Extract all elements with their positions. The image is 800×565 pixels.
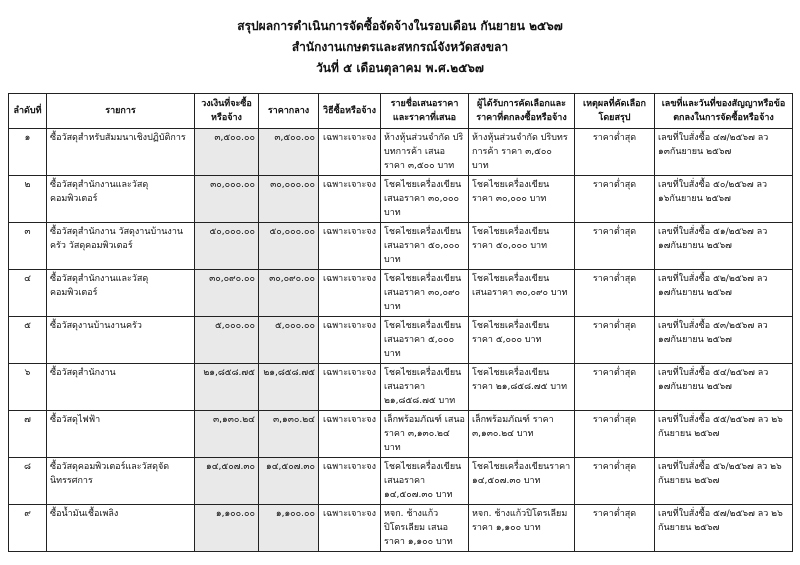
cell-bidders: โชคไชยเครื่องเขียน เสนอราคา ๓๐,๐๙๐ บาท (381, 270, 469, 317)
cell-method: เฉพาะเจาะจง (319, 176, 381, 223)
cell-item: ซื้อวัสดุสำนักงานและวัสดุคอมพิวเตอร์ (47, 270, 195, 317)
cell-contract: เลขที่ใบสั่งซื้อ ๕๒/๒๕๖๗ ลว ๑๗กันยายน ๒๕๖๗ (655, 270, 793, 317)
cell-method: เฉพาะเจาะจง (319, 223, 381, 270)
cell-median: ๓,๑๓๐.๒๔ (259, 411, 319, 458)
table-row (9, 317, 793, 364)
cell-budget: ๓,๕๐๐.๐๐ (195, 129, 259, 176)
cell-winner: ห้างหุ้นส่วนจำกัด ปริบทรการค้า ราคา ๓,๕๐๐ บาท (469, 129, 575, 176)
cell-winner: เล็กพร้อมภัณฑ์ ราคา ๓,๑๓๐.๒๔ บาท (469, 411, 575, 458)
cell-reason: ราคาต่ำสุด (575, 317, 655, 364)
cell-winner: โชคไชยเครื่องเขียน ราคา ๒๑,๘๕๘.๗๕ บาท (469, 364, 575, 411)
cell-bidders: หจก. ช้างแก้วปิโตรเลียม เสนอราคา ๑,๑๐๐ บาท (381, 505, 469, 552)
cell-median: ๓๐,๐๐๐.๐๐ (259, 176, 319, 223)
cell-median: ๑๔,๕๐๗.๓๐ (259, 458, 319, 505)
cell-budget: ๕,๐๐๐.๐๐ (195, 317, 259, 364)
cell-reason: ราคาต่ำสุด (575, 270, 655, 317)
cell-no: ๓ (9, 223, 47, 270)
cell-no: ๑ (9, 129, 47, 176)
col-header-method: วิธีซื้อหรือจ้าง (319, 94, 381, 129)
cell-bidders: เล็กพร้อมภัณฑ์ เสนอราคา ๓,๑๓๐.๒๔ บาท (381, 411, 469, 458)
cell-no: ๗ (9, 411, 47, 458)
cell-contract: เลขที่ใบสั่งซื้อ ๕๖/๒๕๖๗ ลว ๒๖ กันยายน ๒๕๖๗ (655, 458, 793, 505)
cell-item: ซื้อวัสดุคอมพิวเตอร์และวัสดุจัดนิทรรศการ (47, 458, 195, 505)
cell-no: ๒ (9, 176, 47, 223)
col-header-bidders: รายชื่อเสนอราคาและราคาที่เสนอ (381, 94, 469, 129)
table-row (9, 176, 793, 223)
cell-method: เฉพาะเจาะจง (319, 129, 381, 176)
report-title: สรุปผลการดำเนินการจัดซื้อจัดจ้างในรอบเดือน กันยายน ๒๕๖๗ (237, 19, 563, 33)
cell-bidders: โชคไชยเครื่องเขียน เสนอราคา ๑๔,๕๐๗.๓๐ บาท (381, 458, 469, 505)
cell-method: เฉพาะเจาะจง (319, 270, 381, 317)
cell-item: ซื้อน้ำมันเชื้อเพลิง (47, 505, 195, 552)
cell-contract: เลขที่ใบสั่งซื้อ ๕๑/๒๕๖๗ ลว ๑๗กันยายน ๒๕๖๗ (655, 223, 793, 270)
cell-item: ซื้อวัสดุสำนักงานและวัสดุคอมพิวเตอร์ (47, 176, 195, 223)
cell-reason: ราคาต่ำสุด (575, 364, 655, 411)
col-header-reason: เหตุผลที่คัดเลือกโดยสรุป (575, 94, 655, 129)
cell-no: ๕ (9, 317, 47, 364)
cell-budget: ๒๑,๘๕๘.๗๕ (195, 364, 259, 411)
cell-median: ๕,๐๐๐.๐๐ (259, 317, 319, 364)
cell-reason: ราคาต่ำสุด (575, 411, 655, 458)
cell-no: ๙ (9, 505, 47, 552)
cell-bidders: โชคไชยเครื่องเขียน เสนอราคา ๓๐,๐๐๐ บาท (381, 176, 469, 223)
cell-reason: ราคาต่ำสุด (575, 129, 655, 176)
col-header-winner: ผู้ได้รับการคัดเลือกและราคาที่ตกลงซื้อหรือจ้าง (469, 94, 575, 129)
cell-median: ๒๑,๘๕๘.๗๕ (259, 364, 319, 411)
cell-item: ซื้อวัสดุสำนักงาน วัสดุงานบ้านงานครัว วัสดุคอมพิวเตอร์ (47, 223, 195, 270)
document-header (0, 0, 800, 79)
cell-contract: เลขที่ใบสั่งซื้อ ๕๓/๒๕๖๗ ลว ๑๗กันยายน ๒๕๖๗ (655, 317, 793, 364)
cell-contract: เลขที่ใบสั่งซื้อ ๔๗/๒๕๖๗ ลว ๑๓กันยายน ๒๕๖๗ (655, 129, 793, 176)
cell-method: เฉพาะเจาะจง (319, 458, 381, 505)
cell-item: ซื้อวัสดุสำนักงาน (47, 364, 195, 411)
cell-method: เฉพาะเจาะจง (319, 317, 381, 364)
table-row (9, 129, 793, 176)
cell-method: เฉพาะเจาะจง (319, 505, 381, 552)
cell-winner: โชคไชยเครื่องเขียน ราคา ๓๐,๐๐๐ บาท (469, 176, 575, 223)
cell-winner: หจก. ช้างแก้วปิโตรเลียม ราคา ๑,๑๐๐ บาท (469, 505, 575, 552)
cell-budget: ๓๐,๐๐๐.๐๐ (195, 176, 259, 223)
cell-item: ซื้อวัสดุไฟฟ้า (47, 411, 195, 458)
cell-bidders: โชคไชยเครื่องเขียน เสนอราคา ๒๑,๘๕๘.๗๕ บาท (381, 364, 469, 411)
col-header-no: ลำดับที่ (9, 94, 47, 129)
cell-bidders: โชคไชยเครื่องเขียน เสนอราคา ๕,๐๐๐ บาท (381, 317, 469, 364)
cell-bidders: โชคไชยเครื่องเขียน เสนอราคา ๕๐,๐๐๐ บาท (381, 223, 469, 270)
cell-bidders: ห้างหุ้นส่วนจำกัด ปริบทการค้า เสนอราคา ๓,๕๐๐ บาท (381, 129, 469, 176)
cell-budget: ๓,๑๓๐.๒๔ (195, 411, 259, 458)
col-header-item: รายการ (47, 94, 195, 129)
table-row (9, 364, 793, 411)
agency-name: สำนักงานเกษตรและสหกรณ์จังหวัดสงขลา (291, 40, 509, 54)
cell-reason: ราคาต่ำสุด (575, 223, 655, 270)
cell-budget: ๑๔,๕๐๗.๓๐ (195, 458, 259, 505)
cell-budget: ๕๐,๐๐๐.๐๐ (195, 223, 259, 270)
col-header-budget: วงเงินที่จะซื้อหรือจ้าง (195, 94, 259, 129)
cell-no: ๘ (9, 458, 47, 505)
table-row (9, 270, 793, 317)
cell-item: ซื้อวัสดุสำหรับสัมมนาเชิงปฏิบัติการ (47, 129, 195, 176)
cell-winner: โชคไชยเครื่องเขียน ราคา ๕,๐๐๐ บาท (469, 317, 575, 364)
report-date: วันที่ ๕ เดือนตุลาคม พ.ศ.๒๕๖๗ (316, 61, 484, 75)
cell-median: ๓๐,๐๙๐.๐๐ (259, 270, 319, 317)
cell-winner: โชคไชยเครื่องเขียนราคา ๑๔,๕๐๗.๓๐ บาท (469, 458, 575, 505)
cell-budget: ๓๐,๐๙๐.๐๐ (195, 270, 259, 317)
cell-median: ๑,๑๐๐.๐๐ (259, 505, 319, 552)
table-row (9, 223, 793, 270)
table-row (9, 505, 793, 552)
cell-no: ๖ (9, 364, 47, 411)
cell-winner: โชคไชยเครื่องเขียน เสนอราคา ๓๐,๐๙๐ บาท (469, 270, 575, 317)
cell-contract: เลขที่ใบสั่งซื้อ ๕๗/๒๕๖๗ ลว ๒๖ กันยายน ๒๕๖๗ (655, 505, 793, 552)
cell-reason: ราคาต่ำสุด (575, 505, 655, 552)
cell-contract: เลขที่ใบสั่งซื้อ ๕๔/๒๕๖๗ ลว ๑๗กันยายน ๒๕๖๗ (655, 364, 793, 411)
procurement-table (8, 93, 793, 552)
cell-contract: เลขที่ใบสั่งซื้อ ๕๕/๒๕๖๗ ลว ๒๖ กันยายน ๒๕๖๗ (655, 411, 793, 458)
cell-item: ซื้อวัสดุงานบ้านงานครัว (47, 317, 195, 364)
cell-method: เฉพาะเจาะจง (319, 364, 381, 411)
col-header-median: ราคากลาง (259, 94, 319, 129)
table-row (9, 458, 793, 505)
cell-reason: ราคาต่ำสุด (575, 458, 655, 505)
cell-method: เฉพาะเจาะจง (319, 411, 381, 458)
cell-reason: ราคาต่ำสุด (575, 176, 655, 223)
cell-no: ๔ (9, 270, 47, 317)
col-header-contract: เลขที่และวันที่ของสัญญาหรือข้อตกลงในการจัดซื้อหรือจ้าง (655, 94, 793, 129)
cell-median: ๓,๕๐๐.๐๐ (259, 129, 319, 176)
table-row (9, 411, 793, 458)
table-header-row (9, 94, 793, 129)
cell-median: ๕๐,๐๐๐.๐๐ (259, 223, 319, 270)
cell-budget: ๑,๑๐๐.๐๐ (195, 505, 259, 552)
cell-winner: โชคไชยเครื่องเขียน ราคา ๕๐,๐๐๐ บาท (469, 223, 575, 270)
cell-contract: เลขที่ใบสั่งซื้อ ๕๐/๒๕๖๗ ลว ๑๖กันยายน ๒๕๖๗ (655, 176, 793, 223)
